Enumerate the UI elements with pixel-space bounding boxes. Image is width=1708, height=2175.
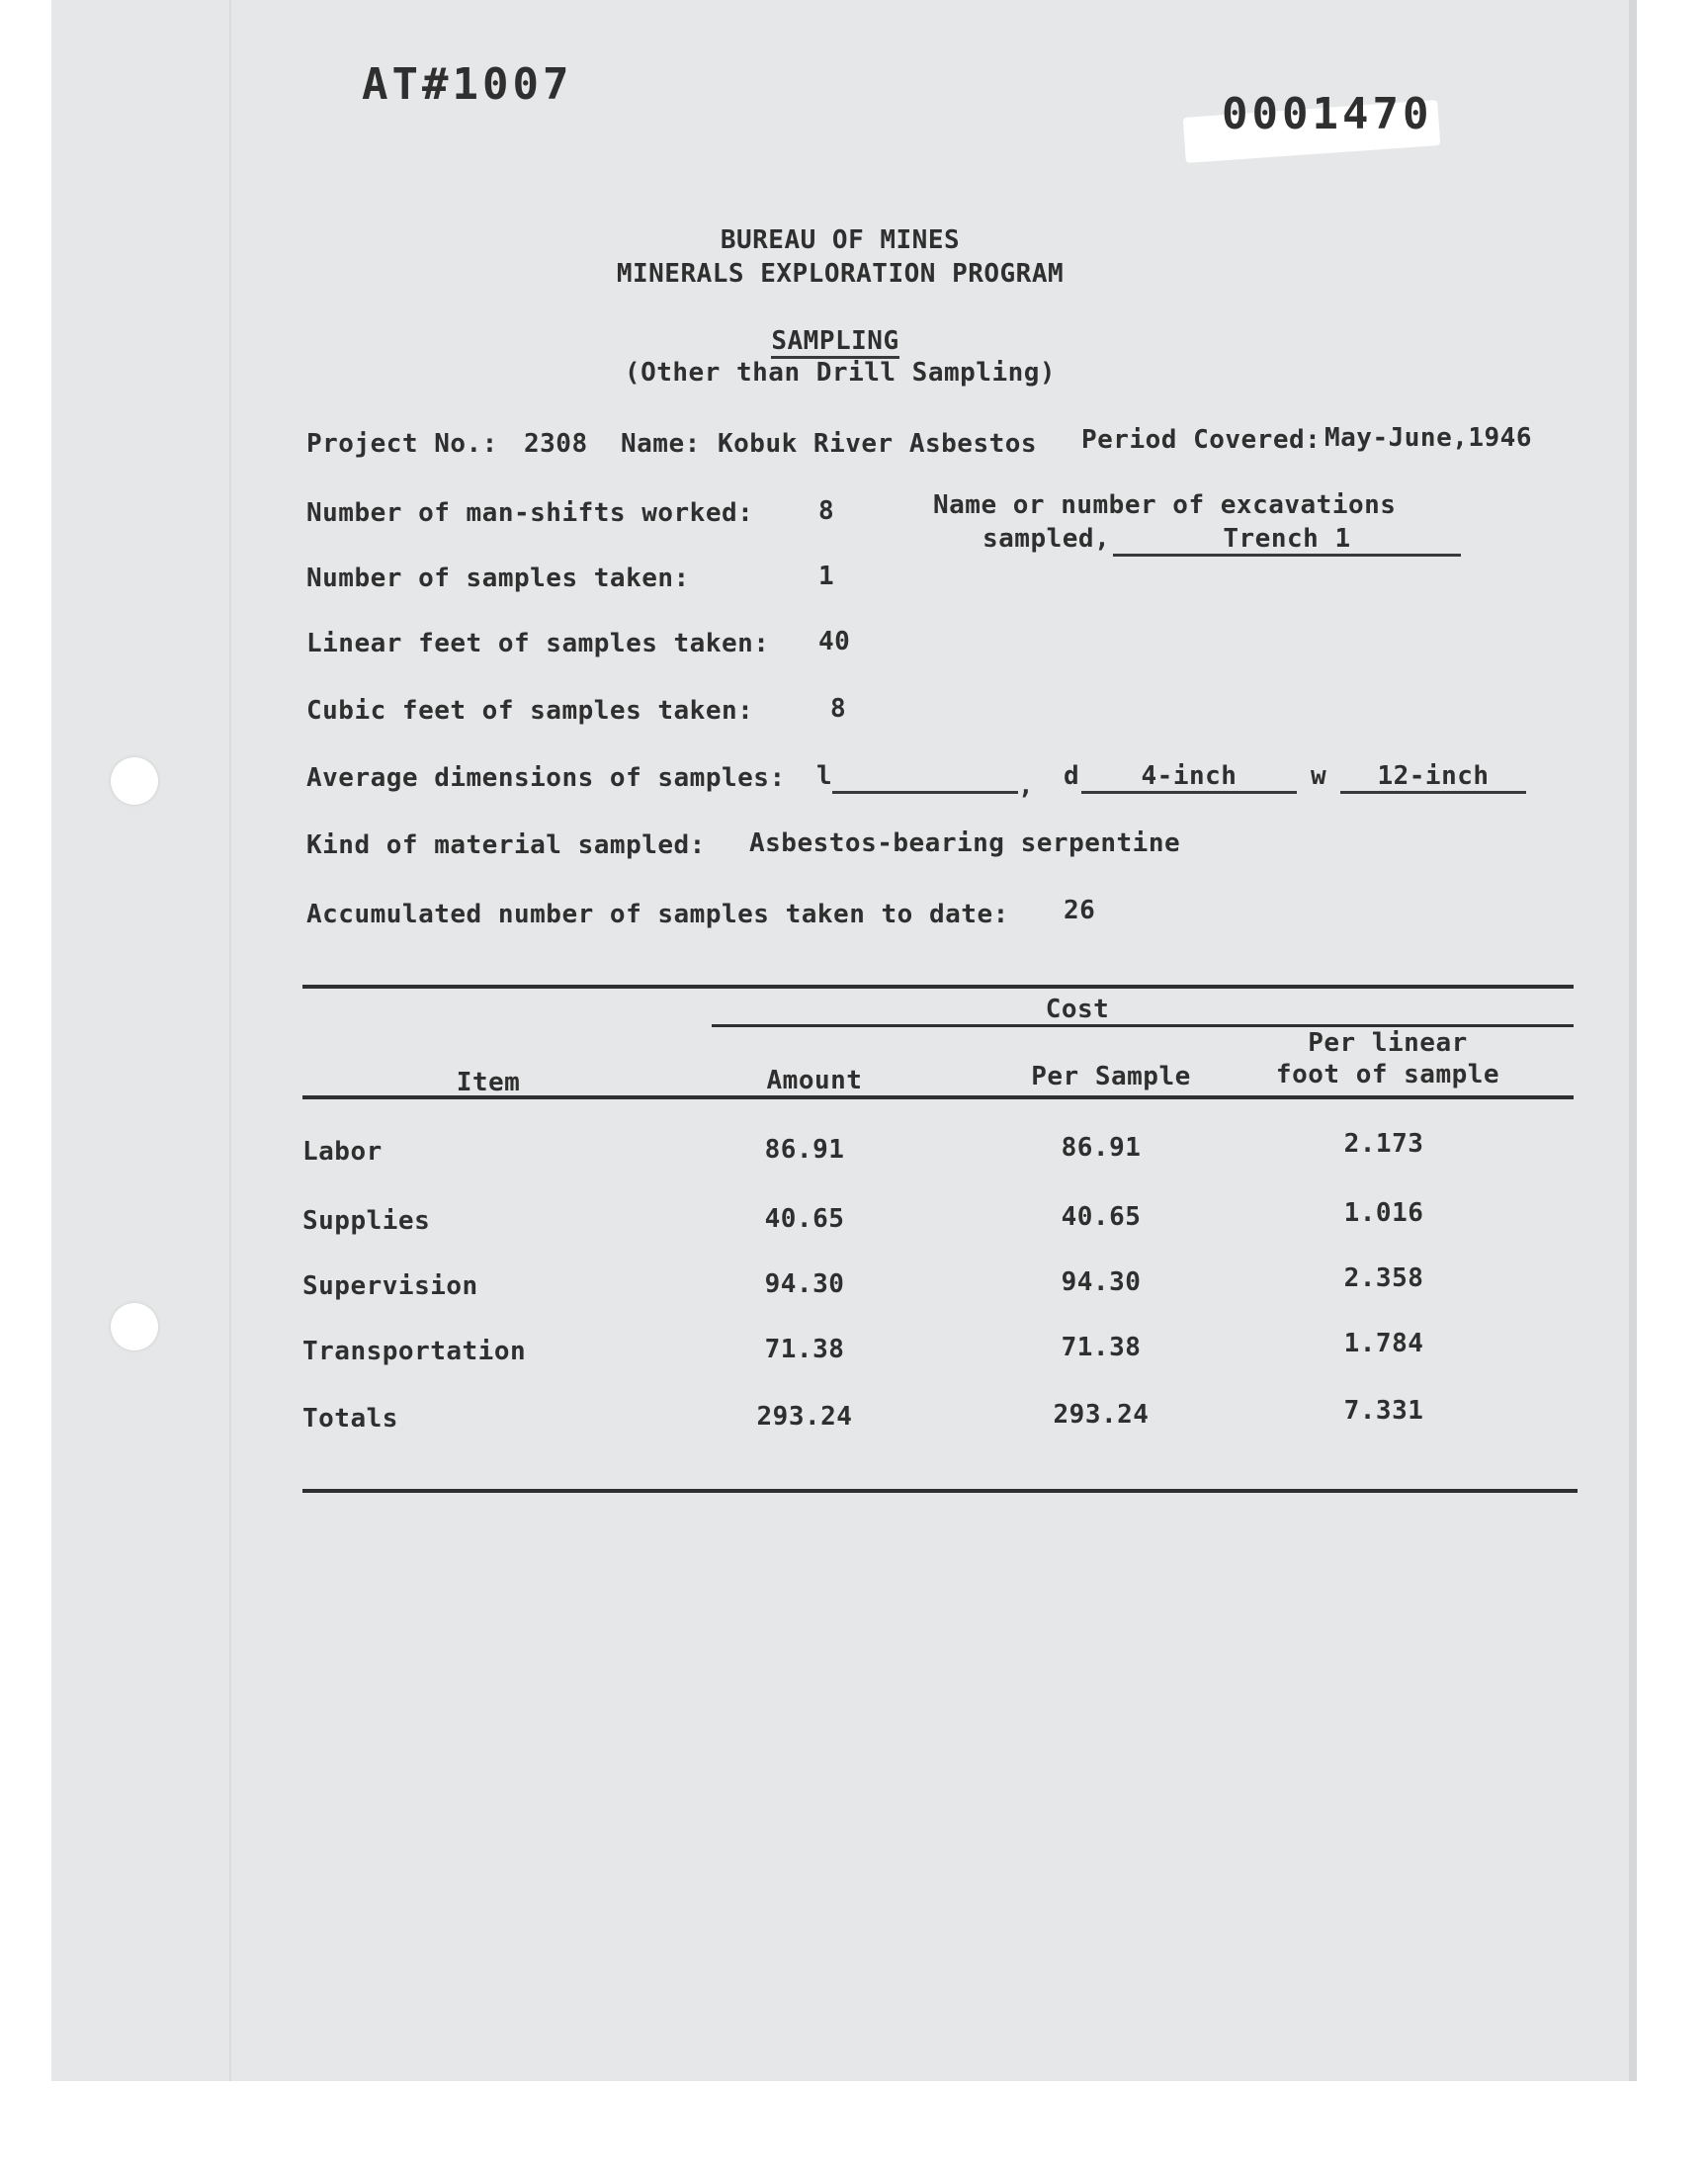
table-row-per-sample: 71.38 — [1061, 1333, 1142, 1362]
period-label: Period Covered: — [1081, 425, 1322, 455]
header-bureau: BUREAU OF MINES — [720, 225, 961, 255]
table-top-rule — [302, 985, 1574, 989]
table-row-per-linear: 1.016 — [1343, 1198, 1424, 1228]
table-row-item: Supplies — [302, 1206, 431, 1236]
man-shifts-value: 8 — [818, 496, 835, 526]
excavations-sampled-label: sampled, — [982, 524, 1111, 554]
project-name-label: Name: — [621, 429, 701, 459]
project-number-label: Project No.: — [306, 429, 498, 459]
period-value: May-June,1946 — [1324, 423, 1532, 453]
table-row-per-sample: 86.91 — [1061, 1133, 1142, 1163]
project-number: 2308 — [524, 429, 588, 459]
title-sampling: SAMPLING — [771, 326, 898, 359]
avg-dimensions-label: Average dimensions of samples: — [306, 763, 786, 793]
totals-per-linear: 7.331 — [1343, 1396, 1424, 1426]
linear-feet-value: 40 — [818, 627, 851, 656]
dimension-w-value: 12-inch — [1340, 761, 1526, 794]
per-linear-header-line1: Per linear — [1308, 1028, 1468, 1058]
table-row-per-sample: 40.65 — [1061, 1202, 1142, 1232]
table-row-item: Labor — [302, 1137, 383, 1167]
per-sample-header: Per Sample — [1031, 1062, 1191, 1091]
accumulated-samples-label: Accumulated number of samples taken to date: — [306, 900, 1009, 929]
cubic-feet-label: Cubic feet of samples taken: — [306, 696, 754, 726]
table-row-per-linear: 2.358 — [1343, 1263, 1424, 1293]
table-row-item-totals: Totals — [302, 1404, 398, 1434]
table-bottom-rule — [302, 1489, 1578, 1493]
per-linear-header-line2: foot of sample — [1275, 1060, 1500, 1089]
linear-feet-label: Linear feet of samples taken: — [306, 629, 770, 658]
excavations-label: Name or number of excavations — [933, 490, 1397, 520]
cost-header: Cost — [1045, 995, 1110, 1024]
table-row-per-linear: 1.784 — [1343, 1329, 1424, 1358]
table-row-amount: 40.65 — [764, 1204, 845, 1234]
totals-per-sample: 293.24 — [1053, 1400, 1150, 1430]
samples-taken-value: 1 — [818, 562, 835, 591]
table-row-amount: 86.91 — [764, 1135, 845, 1165]
stamp-document-number: 0001470 — [1222, 89, 1433, 139]
page-edge-shadow — [1629, 0, 1637, 2081]
dimension-d-field — [1081, 761, 1297, 794]
accumulated-samples-value: 26 — [1064, 896, 1096, 925]
project-name: Kobuk River Asbestos — [718, 429, 1038, 459]
man-shifts-label: Number of man-shifts worked: — [306, 498, 754, 528]
item-header: Item — [456, 1068, 521, 1097]
material-kind-label: Kind of material sampled: — [306, 830, 706, 860]
cost-header-rule — [712, 1024, 1574, 1027]
punch-hole-bottom — [111, 1303, 158, 1350]
amount-header: Amount — [766, 1066, 863, 1095]
table-row-per-sample: 94.30 — [1061, 1267, 1142, 1297]
page-title — [692, 326, 979, 356]
table-row-amount: 94.30 — [764, 1269, 845, 1299]
excavations-value-field — [1113, 524, 1461, 557]
cubic-feet-value: 8 — [830, 694, 847, 724]
stamp-document-id: AT#1007 — [362, 59, 573, 110]
excavations-value: Trench 1 — [1113, 524, 1461, 557]
material-kind-value: Asbestos-bearing serpentine — [749, 828, 1181, 858]
page-fold-line — [229, 0, 231, 2081]
table-row-amount: 71.38 — [764, 1335, 845, 1364]
dimension-d-value: 4-inch — [1081, 761, 1297, 794]
dimension-d-label: d — [1064, 761, 1080, 791]
table-row-per-linear: 2.173 — [1343, 1129, 1424, 1159]
dimension-l-value — [832, 761, 1018, 794]
dimension-w-label: w — [1311, 761, 1327, 791]
dimension-l-field: , — [832, 761, 1034, 801]
punch-hole-top — [111, 757, 158, 805]
samples-taken-label: Number of samples taken: — [306, 564, 690, 593]
dimension-l-label: l — [816, 761, 833, 791]
table-row-item: Transportation — [302, 1337, 527, 1366]
page-subtitle: (Other than Drill Sampling) — [624, 358, 1057, 388]
dimension-w-field — [1340, 761, 1526, 794]
header-program: MINERALS EXPLORATION PROGRAM — [616, 259, 1065, 289]
table-row-item: Supervision — [302, 1271, 478, 1301]
totals-amount: 293.24 — [756, 1402, 853, 1432]
